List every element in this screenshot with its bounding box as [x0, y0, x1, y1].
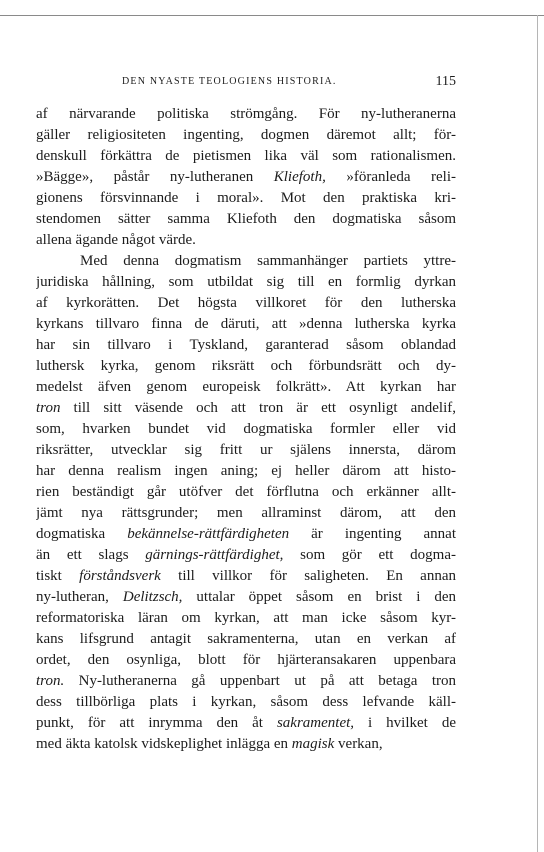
text-run: ny-lutheran,: [36, 589, 123, 605]
running-header: [36, 74, 456, 94]
text-run: juridiska hållning, som utbildat sig till en formlig dyrkan: [36, 274, 456, 290]
text-line: [36, 713, 456, 734]
text-line: [36, 335, 456, 356]
text-run: Ny-lutheranerna gå uppenbart ut på att betaga tron: [64, 673, 456, 689]
text-line: [36, 503, 456, 524]
text-run: »Bägge», påstår ny-lutheranen: [36, 169, 274, 185]
body-text: [36, 104, 456, 755]
text-line: [36, 314, 456, 335]
text-line: [36, 629, 456, 650]
text-line: [36, 734, 456, 755]
text-run: riksrätter, utvecklar sig fritt ur själens innersta, därom: [36, 442, 456, 458]
text-run: luthersk kyrka, genom riksrätt och förbundsrätt och dy-: [36, 358, 456, 374]
text-run: tiskt: [36, 568, 80, 584]
page-number: 115: [435, 74, 456, 89]
text-run: kyrkans tillvaro finna de däruti, att »denna lutherska kyrka: [36, 316, 456, 332]
text-run: stendomen sätter samma Kliefoth den dogmatiska såsom: [36, 211, 456, 227]
text-line: [36, 251, 456, 272]
text-run: verkan,: [334, 736, 383, 752]
text-run: punkt, för att inrymma den åt: [36, 715, 277, 731]
text-line: [36, 524, 456, 545]
text-line: [36, 440, 456, 461]
text-run: medelst äfven genom europeisk folkrätt». Att kyrkan har: [36, 379, 456, 395]
text-run: än ett slags: [36, 547, 146, 563]
text-run: gionens försvinnande i moral». Mot den praktiska kri-: [36, 190, 456, 206]
text-run: denskull förkättra de pietismen lika väl som rationalismen.: [36, 148, 456, 164]
text-run: af kyrkorätten. Det högsta villkoret för den lutherska: [36, 295, 456, 311]
text-line: [36, 461, 456, 482]
text-line: [36, 209, 456, 230]
text-line: [36, 146, 456, 167]
text-line: [36, 377, 456, 398]
text-line: [36, 692, 456, 713]
running-title: DEN NYASTE TEOLOGIENS HISTORIA.: [122, 76, 337, 87]
text-run: har denna realism ingen aning; ej heller därom att histo-: [36, 463, 456, 479]
text-line: [36, 272, 456, 293]
text-line: [36, 566, 456, 587]
text-run: jämt nya rättsgrunder; men allraminst därom, att den: [36, 505, 456, 521]
italic-text-run: magisk: [291, 736, 335, 752]
text-run: kans lifsgrund antagit sakramenterna, utan en verkan af: [36, 631, 456, 647]
text-run: i hvilket de: [354, 715, 456, 731]
top-edge-rule: [0, 15, 544, 16]
text-line: [36, 125, 456, 146]
text-line: [36, 650, 456, 671]
text-line: [36, 167, 456, 188]
italic-text-run: tron.: [36, 673, 65, 689]
text-line: [36, 188, 456, 209]
text-line: [36, 671, 456, 692]
italic-text-run: sakramentet,: [276, 715, 355, 731]
text-line: [36, 398, 456, 419]
text-line: [36, 230, 456, 251]
text-run: har sin tillvaro i Tyskland, garanterad såsom oblandad: [36, 337, 456, 353]
text-run: ordet, den osynliga, blott för hjärteransakaren uppenbara: [36, 652, 456, 668]
italic-text-run: Delitzsch,: [122, 589, 183, 605]
text-line: [36, 293, 456, 314]
italic-text-run: gärnings-rättfärdighet,: [145, 547, 284, 563]
text-run: gäller religiositeten ingenting, dogmen däremot allt; för-: [36, 127, 456, 143]
text-line: [36, 356, 456, 377]
text-run: Med denna dogmatism sammanhänger partiets yttre-: [80, 253, 456, 269]
text-line: [36, 587, 456, 608]
italic-text-run: förståndsverk: [79, 568, 161, 584]
text-line: [36, 545, 456, 566]
text-line: [36, 419, 456, 440]
italic-text-run: bekännelse-rättfärdigheten: [127, 526, 290, 542]
text-run: uttalar öppet såsom en brist i den: [182, 589, 456, 605]
text-run: »föranleda reli-: [325, 169, 456, 185]
italic-text-run: tron: [36, 400, 61, 416]
text-run: dogmatiska: [36, 526, 128, 542]
text-run: allena ägande något värde.: [36, 232, 196, 248]
text-line: [36, 482, 456, 503]
text-run: reformatoriska läran om kyrkan, att man icke såsom kyr-: [36, 610, 456, 626]
text-run: till sitt väsende och att tron är ett osynligt andelif,: [60, 400, 456, 416]
text-run: rien beständigt går utöfver det förflutna och erkänner allt-: [36, 484, 456, 500]
text-line: [36, 104, 456, 125]
text-run: som gör ett dogma-: [283, 547, 456, 563]
text-run: af närvarande politiska strömgång. För ny-lutheranerna: [36, 106, 456, 122]
text-run: som, hvarken bundet vid dogmatiska formler eller vid: [36, 421, 456, 437]
text-run: med äkta katolsk vidskeplighet inlägga en: [36, 736, 292, 752]
text-run: till villkor för saligheten. En annan: [160, 568, 456, 584]
italic-text-run: Kliefoth,: [273, 169, 326, 185]
right-edge-rule: [537, 15, 538, 852]
text-run: är ingenting annat: [289, 526, 456, 542]
text-run: dess tillbörliga plats i kyrkan, såsom dess lefvande käll-: [36, 694, 456, 710]
text-line: [36, 608, 456, 629]
